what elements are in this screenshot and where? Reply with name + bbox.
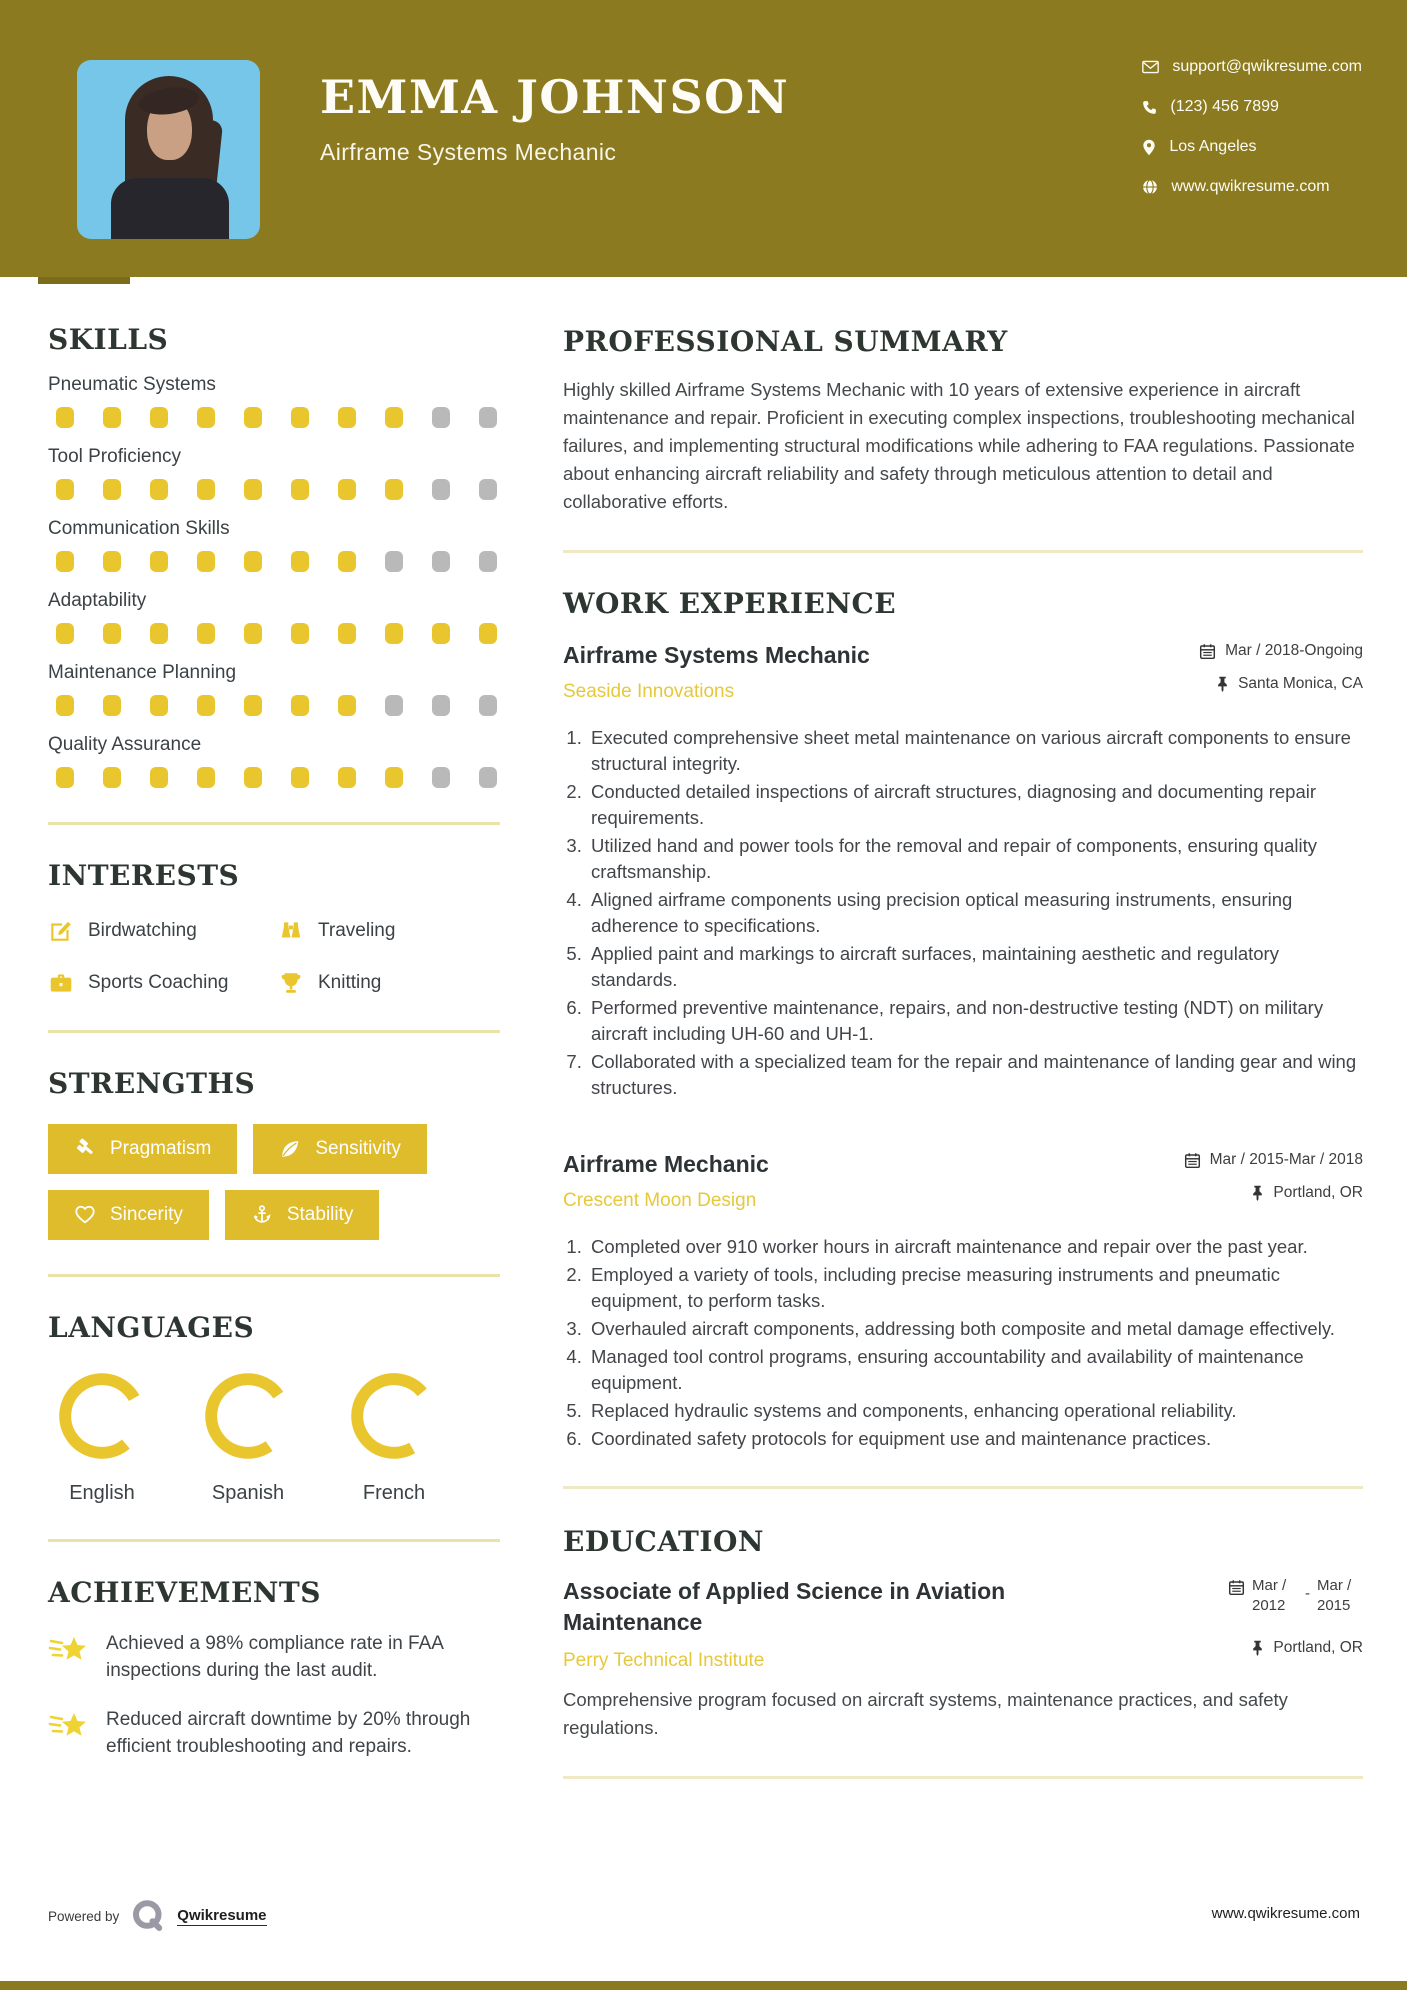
job-company: Crescent Moon Design	[563, 1190, 757, 1211]
language-item	[202, 1370, 294, 1505]
job-entry	[563, 642, 1363, 1101]
strength-label: Pragmatism	[110, 1138, 212, 1159]
language-label: English	[69, 1482, 135, 1504]
language-item	[348, 1370, 440, 1505]
summary-heading: PROFESSIONAL SUMMARY	[563, 325, 1008, 358]
job-meta	[1199, 642, 1363, 703]
contact-phone[interactable]	[1142, 98, 1362, 116]
contact-website[interactable]	[1142, 178, 1362, 196]
rating-dot-filled	[291, 623, 309, 644]
interest-item	[278, 970, 500, 996]
job-bullet: 2. Conducted detailed inspections of aircraft structures, diagnosing and documenting repair requirements.	[587, 779, 1363, 831]
strength-label: Sincerity	[110, 1204, 183, 1225]
rating-dot-empty	[432, 695, 450, 716]
rating-dot-filled	[244, 407, 262, 428]
interest-label: Birdwatching	[88, 920, 197, 941]
job-header	[563, 642, 1363, 703]
rating-dot-filled	[244, 479, 262, 500]
summary-section	[563, 277, 1363, 516]
education-meta	[1228, 1576, 1363, 1672]
rating-dot-filled	[291, 479, 309, 500]
achievement-text: Reduced aircraft downtime by 20% through efficient troubleshooting and repairs.	[106, 1708, 471, 1757]
rating-dot-empty	[479, 551, 497, 572]
section-divider	[563, 550, 1363, 553]
job-bullet: 3. Utilized hand and power tools for the removal and repair of components, ensuring quality craftsmanship.	[587, 833, 1363, 885]
languages-heading: LANGUAGES	[48, 1311, 255, 1344]
qwikresume-brand-link[interactable]: Qwikresume	[177, 1906, 267, 1924]
header	[0, 0, 1407, 277]
job-location	[1216, 675, 1363, 693]
anchor-icon	[251, 1204, 273, 1226]
strengths-section	[48, 1067, 500, 1240]
rating-dot-filled	[338, 623, 356, 644]
rating-dot-filled	[103, 479, 121, 500]
rating-dot-filled	[244, 623, 262, 644]
education-dates	[1228, 1576, 1363, 1615]
skill-rating	[56, 695, 500, 716]
strength-badge-stability	[225, 1190, 380, 1240]
languages-section	[48, 1311, 500, 1505]
photo-shoulders	[111, 178, 229, 239]
job-bullet-list	[563, 725, 1363, 1101]
rating-dot-empty	[385, 695, 403, 716]
job-bullet: 4. Aligned airframe components using precision optical measuring instruments, ensuring adherence to specifications.	[587, 887, 1363, 939]
skill-item	[48, 590, 500, 644]
leaf-icon	[279, 1138, 301, 1160]
education-heading: EDUCATION	[563, 1525, 764, 1558]
achievement-text: Achieved a 98% compliance rate in FAA inspections during the last audit.	[106, 1633, 443, 1681]
job-dates-text: Mar / 2015-Mar / 2018	[1209, 1151, 1363, 1168]
right-column	[563, 277, 1363, 1779]
section-divider	[48, 1539, 500, 1542]
profile-photo	[77, 60, 260, 239]
education-date-start: Mar / 2012	[1252, 1577, 1287, 1614]
job-bullet: 4. Managed tool control programs, ensuring accountability and availability of maintenance equipment.	[587, 1344, 1363, 1396]
rating-dot-empty	[479, 767, 497, 788]
rating-dot-filled	[385, 479, 403, 500]
gavel-icon	[74, 1138, 96, 1160]
rating-dot-filled	[56, 623, 74, 644]
rating-dot-empty	[432, 479, 450, 500]
rating-dot-filled	[197, 479, 215, 500]
rating-dot-filled	[291, 551, 309, 572]
language-gauge	[202, 1370, 294, 1462]
strength-badge-sensitivity	[253, 1124, 427, 1174]
phone-icon	[1142, 100, 1157, 115]
section-divider	[48, 1274, 500, 1277]
interests-section	[48, 859, 500, 996]
job-bullet: 6. Performed preventive maintenance, repairs, and non-destructive testing (NDT) on military aircraft including UH-60 and UH-1.	[587, 995, 1363, 1047]
briefcase-icon	[48, 970, 74, 996]
rating-dot-filled	[338, 695, 356, 716]
education-description: Comprehensive program focused on aircraft systems, maintenance practices, and safety regulations.	[563, 1689, 1288, 1739]
rating-dot-filled	[338, 551, 356, 572]
rating-dot-filled	[197, 695, 215, 716]
job-bullet: 5. Replaced hydraulic systems and components, enhancing operational reliability.	[587, 1398, 1363, 1424]
job-location-text: Portland, OR	[1273, 1184, 1363, 1201]
job-location	[1251, 1184, 1363, 1202]
interest-item	[278, 918, 500, 944]
name-block	[320, 72, 789, 166]
skill-rating	[56, 407, 500, 428]
strength-badge-sincerity	[48, 1190, 209, 1240]
summary-text: Highly skilled Airframe Systems Mechanic with 10 years of extensive experience in aircraft maintenance and repair. Proficient in executing complex inspections, troubleshooting mechanical failures, and implementing structural modifications while adhering to FAA regulations. Passionate about enhancing aircraft reliability and safety through meticulous attention to detail and collaborative efforts.	[563, 379, 1355, 512]
skill-item	[48, 374, 500, 428]
footer-branding	[48, 1898, 267, 1934]
education-title-block	[563, 1576, 1083, 1672]
job-bullet: 1. Completed over 910 worker hours in aircraft maintenance and repair over the past year.	[587, 1234, 1363, 1260]
rating-dot-filled	[56, 767, 74, 788]
section-divider	[563, 1776, 1363, 1779]
skill-rating	[56, 623, 500, 644]
pencil-icon	[48, 918, 74, 944]
language-item	[56, 1370, 148, 1505]
pushpin-icon	[1216, 676, 1229, 692]
rating-dot-filled	[103, 695, 121, 716]
rating-dot-filled	[338, 407, 356, 428]
contact-location-text: Los Angeles	[1169, 138, 1257, 155]
powered-by-label: Powered by	[48, 1908, 120, 1924]
rating-dot-filled	[197, 623, 215, 644]
job-header	[563, 1151, 1363, 1212]
pushpin-icon	[1251, 1185, 1264, 1201]
trophy-icon	[278, 970, 304, 996]
rating-dot-filled	[244, 767, 262, 788]
job-title-block	[563, 1151, 769, 1212]
education-date-end: Mar / 2015	[1317, 1577, 1352, 1614]
job-title: Airframe Systems Mechanic	[563, 642, 870, 668]
skill-label: Communication Skills	[48, 518, 230, 539]
language-label: Spanish	[211, 1482, 285, 1504]
rating-dot-filled	[197, 407, 215, 428]
rating-dot-filled	[432, 623, 450, 644]
rating-dot-filled	[103, 551, 121, 572]
rating-dot-filled	[197, 551, 215, 572]
rating-dot-filled	[244, 695, 262, 716]
person-name: EMMA JOHNSON	[320, 70, 790, 124]
rating-dot-filled	[291, 407, 309, 428]
interests-grid	[48, 918, 500, 996]
job-company: Seaside Innovations	[563, 681, 735, 702]
rating-dot-filled	[150, 695, 168, 716]
rating-dot-filled	[291, 767, 309, 788]
rating-dot-filled	[56, 551, 74, 572]
footer-site-link[interactable]: www.qwikresume.com	[1211, 1905, 1360, 1922]
skill-label: Maintenance Planning	[48, 662, 237, 683]
calendar-icon	[1184, 1152, 1201, 1169]
job-title-block	[563, 642, 870, 703]
achievements-section	[48, 1576, 500, 1761]
strength-label: Stability	[286, 1204, 354, 1225]
job-bullet: 3. Overhauled aircraft components, addressing both composite and metal damage effectively.	[587, 1316, 1363, 1342]
rating-dot-filled	[385, 407, 403, 428]
contact-email-text: support@qwikresume.com	[1172, 58, 1362, 75]
skill-rating	[56, 767, 500, 788]
rating-dot-filled	[244, 551, 262, 572]
achievements-heading: ACHIEVEMENTS	[48, 1576, 321, 1609]
rating-dot-filled	[385, 623, 403, 644]
strengths-list	[48, 1124, 500, 1240]
rating-dot-filled	[103, 623, 121, 644]
interest-item	[48, 918, 270, 944]
skill-item	[48, 446, 500, 500]
contact-block	[1142, 58, 1362, 196]
job-bullet: 7. Collaborated with a specialized team for the repair and maintenance of landing gear and wing structures.	[587, 1049, 1363, 1101]
interest-label: Knitting	[318, 972, 382, 993]
strength-badge-pragmatism	[48, 1124, 237, 1174]
section-divider	[563, 1486, 1363, 1489]
rating-dot-filled	[338, 767, 356, 788]
rating-dot-empty	[479, 695, 497, 716]
education-degree: Associate of Applied Science in Aviation Maintenance	[563, 1578, 1006, 1636]
languages-list	[56, 1370, 500, 1505]
globe-icon	[1142, 179, 1158, 195]
interest-item	[48, 970, 270, 996]
contact-phone-text: (123) 456 7899	[1170, 98, 1279, 115]
strengths-heading: STRENGTHS	[48, 1067, 256, 1100]
education-date-separator: -	[1305, 1585, 1310, 1602]
shooting-star-icon	[48, 1633, 90, 1671]
education-entry	[563, 1576, 1363, 1672]
achievement-item	[48, 1631, 500, 1685]
job-dates	[1184, 1151, 1363, 1169]
binoculars-icon	[278, 918, 304, 944]
contact-email[interactable]	[1142, 58, 1362, 76]
rating-dot-empty	[479, 479, 497, 500]
rating-dot-filled	[479, 623, 497, 644]
education-location	[1251, 1639, 1363, 1657]
rating-dot-filled	[56, 695, 74, 716]
skill-label: Adaptability	[48, 590, 147, 611]
rating-dot-filled	[103, 767, 121, 788]
mail-icon	[1142, 60, 1159, 74]
job-bullet-list	[563, 1234, 1363, 1452]
section-divider	[48, 822, 500, 825]
rating-dot-empty	[479, 407, 497, 428]
calendar-icon	[1228, 1579, 1245, 1596]
skill-rating	[56, 479, 500, 500]
job-location-text: Santa Monica, CA	[1238, 675, 1363, 692]
rating-dot-empty	[385, 551, 403, 572]
contact-location[interactable]	[1142, 138, 1362, 156]
heart-icon	[74, 1204, 96, 1226]
rating-dot-empty	[432, 407, 450, 428]
education-location-text: Portland, OR	[1273, 1639, 1363, 1656]
job-bullet: 1. Executed comprehensive sheet metal maintenance on various aircraft components to ensure structural integrity.	[587, 725, 1363, 777]
language-gauge	[56, 1370, 148, 1462]
skills-section	[48, 277, 500, 788]
qwikresume-logo-icon	[130, 1898, 166, 1934]
job-bullet: 5. Applied paint and markings to aircraft surfaces, maintaining aesthetic and regulatory standards.	[587, 941, 1363, 993]
contact-website-text: www.qwikresume.com	[1171, 178, 1330, 195]
rating-dot-filled	[291, 695, 309, 716]
rating-dot-empty	[432, 767, 450, 788]
skill-label: Tool Proficiency	[48, 446, 182, 467]
skill-label: Quality Assurance	[48, 734, 202, 755]
interests-heading: INTERESTS	[48, 859, 240, 892]
rating-dot-filled	[150, 551, 168, 572]
rating-dot-filled	[56, 407, 74, 428]
language-label: French	[362, 1482, 426, 1504]
job-meta	[1184, 1151, 1363, 1212]
achievement-item	[48, 1707, 500, 1761]
rating-dot-filled	[197, 767, 215, 788]
bottom-accent-bar	[0, 1981, 1407, 1990]
job-bullet: 6. Coordinated safety protocols for equipment use and maintenance practices.	[587, 1426, 1363, 1452]
section-divider	[48, 1030, 500, 1033]
interest-label: Sports Coaching	[88, 972, 229, 993]
interest-label: Traveling	[318, 920, 396, 941]
job-dates	[1199, 642, 1363, 660]
shooting-star-icon	[48, 1709, 90, 1747]
left-column	[48, 277, 500, 1761]
education-school: Perry Technical Institute	[563, 1650, 765, 1672]
calendar-icon	[1199, 643, 1216, 660]
rating-dot-filled	[150, 623, 168, 644]
rating-dot-filled	[385, 767, 403, 788]
strength-label: Sensitivity	[315, 1138, 401, 1159]
skill-item	[48, 662, 500, 716]
job-title: Airframe Mechanic	[563, 1151, 769, 1177]
skill-rating	[56, 551, 500, 572]
job-bullet: 2. Employed a variety of tools, including precise measuring instruments and pneumatic equipment, to perform tasks.	[587, 1262, 1363, 1314]
language-gauge	[348, 1370, 440, 1462]
rating-dot-empty	[432, 551, 450, 572]
skill-label: Pneumatic Systems	[48, 374, 216, 395]
location-pin-icon	[1142, 139, 1156, 156]
job-dates-text: Mar / 2018-Ongoing	[1225, 642, 1363, 659]
person-title: Airframe Systems Mechanic	[320, 138, 617, 165]
rating-dot-filled	[150, 407, 168, 428]
rating-dot-filled	[56, 479, 74, 500]
rating-dot-filled	[338, 479, 356, 500]
rating-dot-filled	[150, 767, 168, 788]
skill-item	[48, 518, 500, 572]
experience-heading: WORK EXPERIENCE	[563, 587, 897, 620]
skills-heading: SKILLS	[48, 323, 169, 356]
rating-dot-filled	[103, 407, 121, 428]
rating-dot-filled	[150, 479, 168, 500]
job-entry	[563, 1151, 1363, 1452]
pushpin-icon	[1251, 1640, 1264, 1656]
skill-item	[48, 734, 500, 788]
